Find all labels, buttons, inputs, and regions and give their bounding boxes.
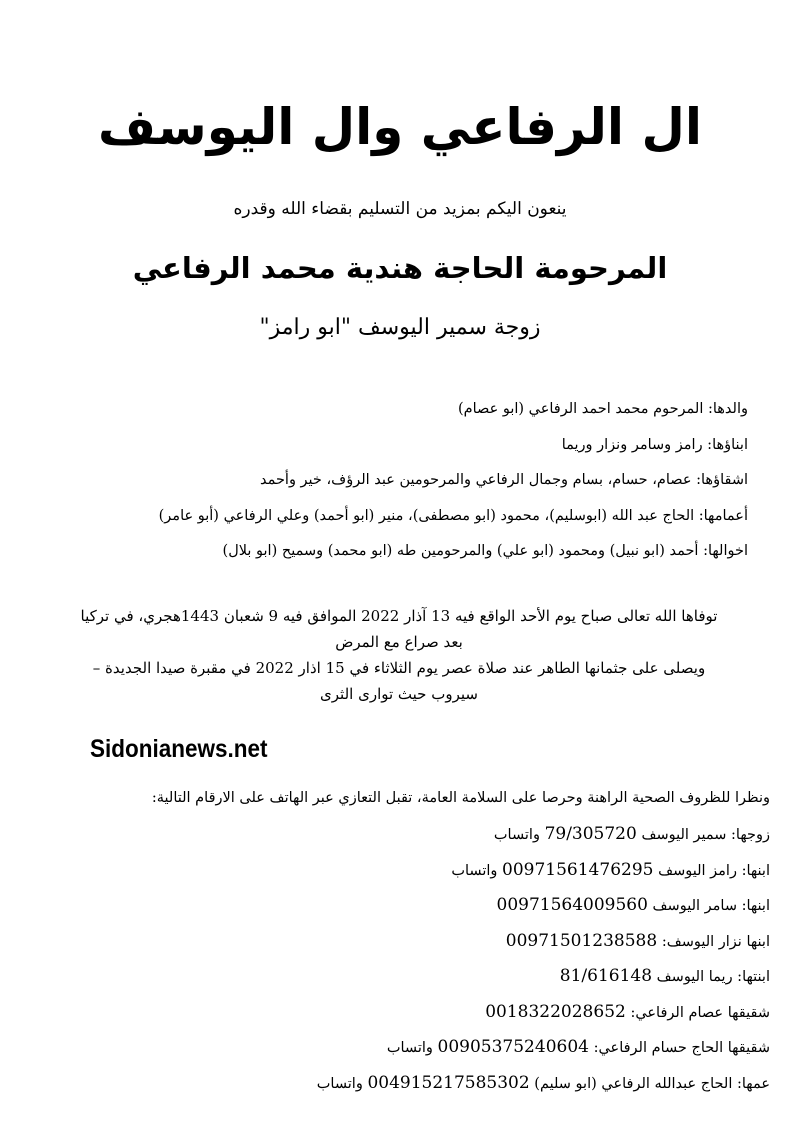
contact-label: عمها: الحاج عبدالله الرفاعي (ابو سليم) xyxy=(534,1075,770,1092)
phone-number[interactable]: 00971501238588 xyxy=(505,930,658,951)
family-siblings: اشقاؤها: عصام، حسام، بسام وجمال الرفاعي والمرحومين عبد الرؤف، خير وأحمد xyxy=(259,472,748,488)
condolences-intro: ونظرا للظروف الصحية الراهنة وحرصا على السلامة العامة، تقبل التعازي عبر الهاتف على الارقام التالية: xyxy=(151,790,770,806)
funeral-notice-line: سيروب حيث توارى الثرى xyxy=(320,685,478,703)
contact-row xyxy=(50,817,770,853)
family-names-title: ال الرفاعي وال اليوسف xyxy=(97,98,702,156)
contact-row xyxy=(50,924,770,960)
contact-label: شقيقها الحاج حسام الرفاعي: xyxy=(593,1040,770,1056)
family-father: والدها: المرحوم محمد احمد الرفاعي (ابو عصام) xyxy=(457,401,748,417)
death-notice-line: بعد صراع مع المرض xyxy=(335,633,463,651)
contact-row xyxy=(50,995,770,1031)
site-watermark: Sidonianews.net xyxy=(90,735,268,763)
contact-label: ابنها: رامز اليوسف xyxy=(658,862,770,879)
funeral-notice-line: ويصلى على جثمانها الطاهر عند صلاة عصر يوم الثلاثاء في 15 اذار 2022 في مقبرة صيدا الجديدة – xyxy=(92,659,706,677)
death-notice-line: توفاها الله تعالى صباح يوم الأحد الواقع فيه 13 آذار 2022 الموافق فيه 9 شعبان 1443هجري، في تركيا xyxy=(80,607,718,625)
announcement-subtitle: ينعون اليكم بمزيد من التسليم بقضاء الله وقدره xyxy=(233,199,567,219)
deceased-name: المرحومة الحاجة هندية محمد الرفاعي xyxy=(132,251,668,285)
contact-suffix: واتساب xyxy=(493,827,540,843)
spouse-line: زوجة سمير اليوسف "ابو رامز" xyxy=(259,315,541,340)
phone-number[interactable]: 004915217585302 xyxy=(367,1072,530,1093)
contact-row xyxy=(50,959,770,995)
contact-suffix: واتساب xyxy=(316,1075,363,1092)
family-children: ابناؤها: رامز وسامر ونزار وريما xyxy=(561,436,748,453)
phone-number[interactable]: 00971561476295 xyxy=(502,859,654,880)
family-paternal-uncles: أعمامها: الحاج عبد الله (ابوسليم)، محمود (ابو مصطفى)، منير (ابو أحمد) وعلي الرفاعي (أبو عامر) xyxy=(158,507,748,524)
contact-suffix: واتساب xyxy=(386,1040,433,1056)
family-maternal-uncles: اخوالها: أحمد (ابو نبيل) ومحمود (ابو علي) والمرحومين طه (ابو محمد) وسميح (ابو بلال) xyxy=(222,543,748,559)
contact-row xyxy=(50,1030,770,1066)
phone-number[interactable]: 00905375240604 xyxy=(437,1037,589,1057)
phone-number[interactable]: 81/616148 xyxy=(559,966,653,986)
family-list xyxy=(28,392,748,570)
contact-row xyxy=(50,853,770,889)
contact-list xyxy=(50,817,770,1101)
contact-row xyxy=(50,1066,770,1102)
contact-suffix: واتساب xyxy=(451,862,498,879)
contact-row xyxy=(50,888,770,924)
phone-number[interactable]: 0018322028652 xyxy=(485,1001,626,1022)
contact-label: زوجها: سمير اليوسف xyxy=(641,827,770,843)
phone-number[interactable]: 79/305720 xyxy=(544,824,637,844)
contact-label: ابنها: سامر اليوسف xyxy=(652,898,770,914)
contact-label: ابنها نزار اليوسف: xyxy=(661,933,770,950)
contact-label: ابنتها: ريما اليوسف xyxy=(656,969,770,985)
phone-number[interactable]: 00971564009560 xyxy=(496,895,648,915)
contact-label: شقيقها عصام الرفاعي: xyxy=(630,1004,770,1021)
death-notice xyxy=(28,603,770,707)
